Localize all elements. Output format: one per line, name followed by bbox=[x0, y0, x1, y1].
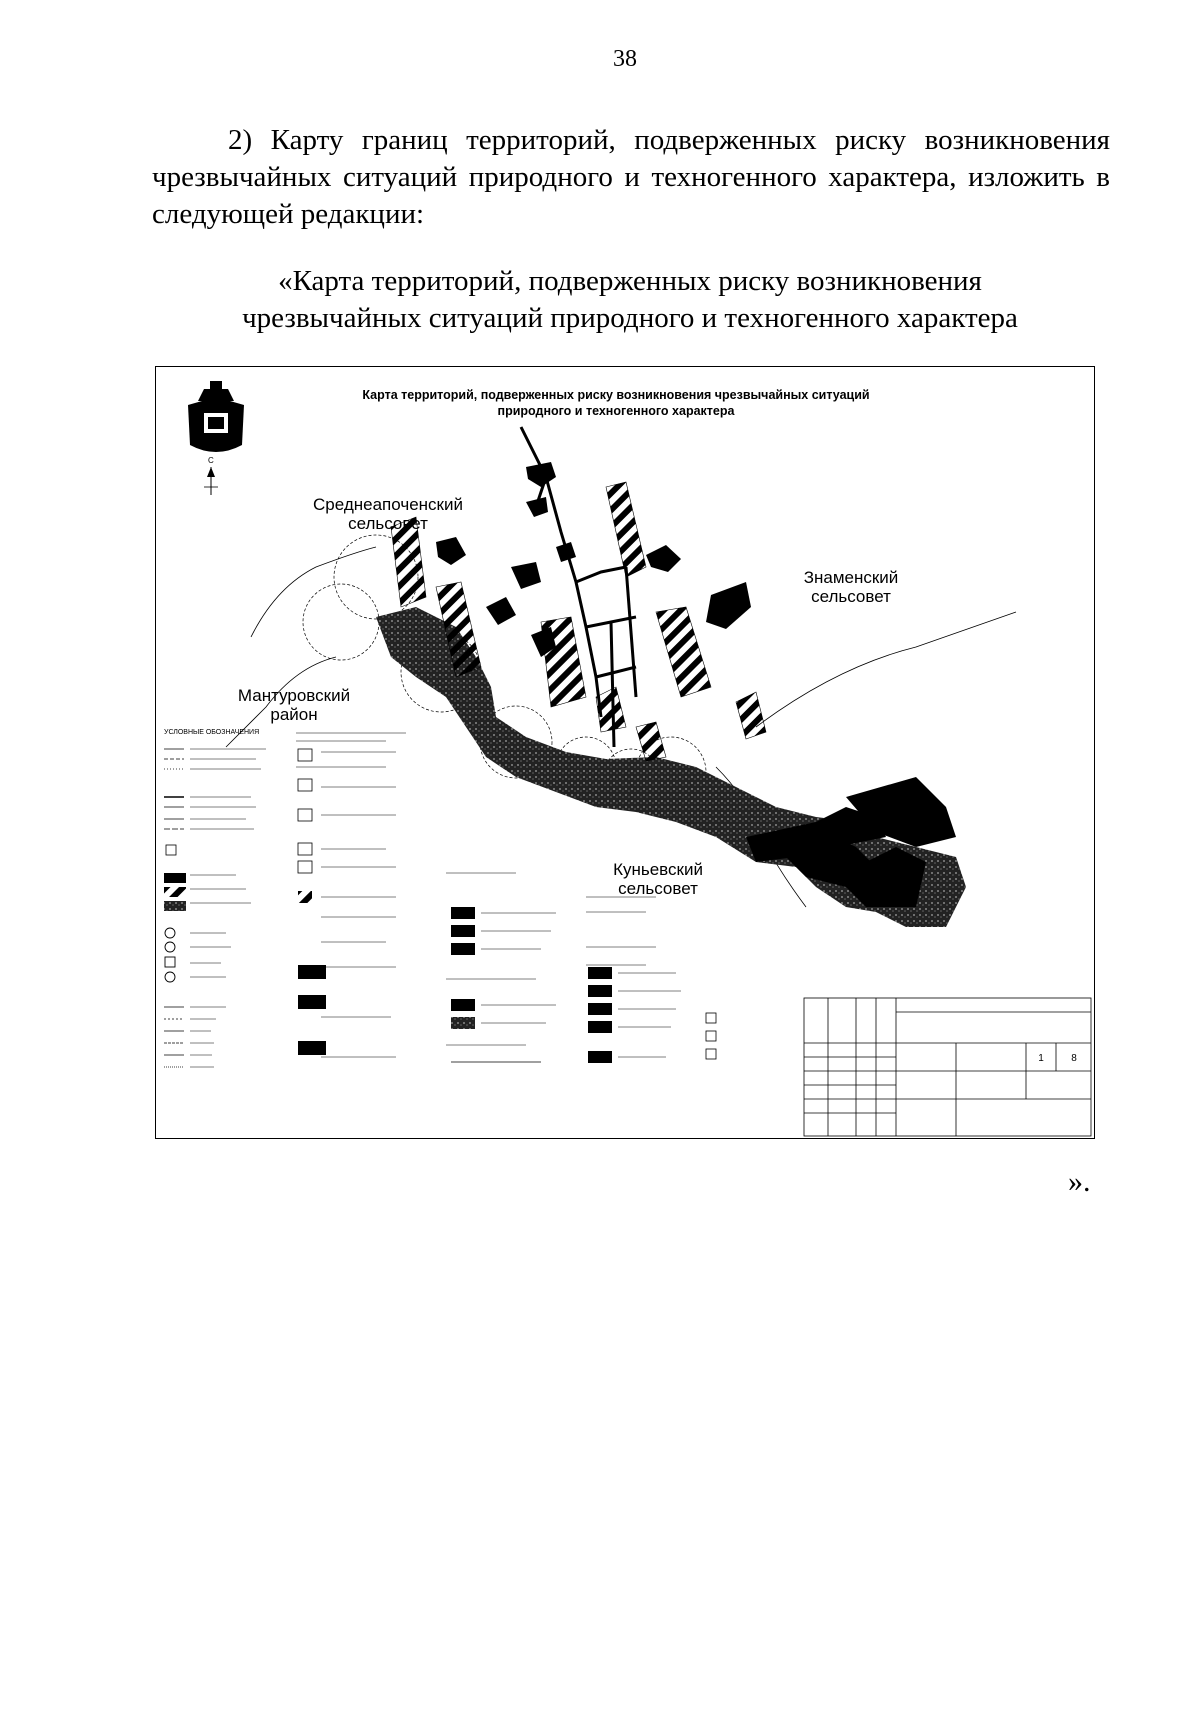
region-label-manturovsky-1: Мантуровский bbox=[237, 686, 351, 705]
map-figure bbox=[155, 366, 1095, 1139]
water-bodies bbox=[436, 462, 751, 657]
region-label-sredneapochensky-2: сельсовет bbox=[348, 514, 428, 533]
region-label-manturovsky-2: район bbox=[270, 705, 318, 724]
map-canvas bbox=[156, 367, 1095, 1139]
quote-title-line-2: чрезвычайных ситуаций природного и техногенного характера bbox=[242, 302, 1018, 334]
stamp-sheet-number: 1 bbox=[1038, 1053, 1044, 1064]
region-label-kunyevsky-1: Куньевский bbox=[613, 860, 703, 879]
quote-title bbox=[150, 263, 1110, 337]
drawing-stamp bbox=[804, 998, 1091, 1136]
region-label-sredneapochensky-1: Среднеапоченский bbox=[313, 495, 463, 514]
north-arrow-icon bbox=[204, 456, 218, 495]
map-title-line-1: Карта территорий, подверженных риску возникновения чрезвычайных ситуаций bbox=[362, 388, 870, 402]
closing-quote: ». bbox=[1068, 1165, 1091, 1198]
page-number: 38 bbox=[613, 46, 637, 72]
region-label-znamensky-1: Знаменский bbox=[803, 568, 899, 587]
coat-of-arms-icon bbox=[188, 381, 244, 452]
quote-title-line-1: «Карта территорий, подверженных риску возникновения bbox=[278, 265, 982, 297]
region-label-kunyevsky-2: сельсовет bbox=[618, 879, 698, 898]
legend-title: УСЛОВНЫЕ ОБОЗНАЧЕНИЯ bbox=[164, 729, 260, 736]
intro-paragraph: 2) Карту границ территорий, подверженных риску возникновения чрезвычайных ситуаций природного и техногенного характера, изложить в следующей редакции: bbox=[152, 124, 1110, 230]
region-label-znamensky-2: сельсовет bbox=[811, 587, 891, 606]
svg-text:С: С bbox=[208, 456, 214, 465]
map-title-line-2: природного и техногенного характера bbox=[497, 404, 735, 418]
stamp-sheets-total: 8 bbox=[1071, 1053, 1077, 1064]
